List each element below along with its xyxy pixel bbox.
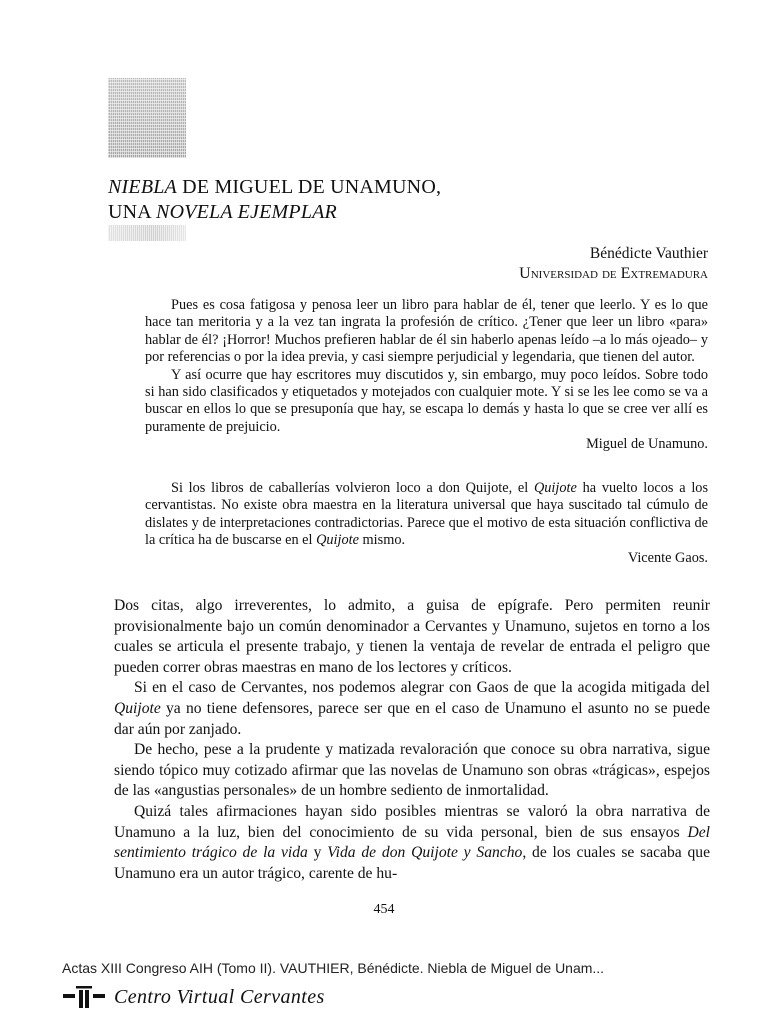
title-line-2 [108,200,668,225]
epigraph-2-text-c: mismo. [358,532,406,549]
body-p4-italic-vida: Vida de don Quijote y Sancho [327,844,523,862]
epigraph-1-paragraph-1: Pues es cosa fatigosa y penosa leer un libro para hablar de él, tener que leerlo. Y es lo que hace tan meritoria y a la vez tan ingrata la profesión de crítico. ¿Tener que leer un libro «para» hablar de él? ¡Horror! Muchos prefieren hablar de él sin haberlo apenas leído –a lo más ojeado– y por referencias o por la idea previa, y casi siempre perjudicial y legendaria, que tienen del autor. [145,297,708,366]
body-p2-text-b: ya no tiene defensores, parece ser que en el caso de Unamuno el asunto no se puede dar aún por zanjado. [114,699,710,738]
title-line-2-prefix: UNA [108,201,157,223]
cvc-logo-icon [62,985,106,1009]
title-line-1-rest: DE MIGUEL DE UNAMUNO, [176,176,442,198]
title-italic-niebla: NIEBLA [108,176,177,198]
epigraph-gaos [145,480,708,567]
title-italic-novela-ejemplar: NOVELA EJEMPLAR [156,201,337,223]
body-text [114,596,710,884]
footer-citation: Actas XIII Congreso AIH (Tomo II). VAUTHIER, Bénédicte. Niebla de Miguel de Unam... [62,960,605,976]
author-name: Bénédicte Vauthier [589,245,708,262]
author-block [519,244,708,284]
cvc-branding [62,984,325,1010]
decorative-halftone-strip [108,225,186,241]
epigraph-2-italic-quijote-2: Quijote [316,532,359,549]
epigraph-2-signature: Vicente Gaos. [627,549,708,566]
epigraph-2-italic-quijote-1: Quijote [533,480,577,496]
body-paragraph-3: De hecho, pese a la prudente y matizada revaloración que conoce su obra narrativa, sigue siendo tópico muy cotizado afirmar que las novelas de Unamuno son obras «trágicas», espejos de las «angustias personales» de un hombre sediento de inmortalidad. [114,741,710,800]
author-affiliation: Universidad de Extremadura [519,265,708,282]
body-p4-italic-sentimiento: Del sentimiento trágico de la vida [114,823,710,862]
epigraph-2-paragraph [145,480,708,550]
body-p2-italic-quijote: Quijote [114,699,161,717]
page-number: 454 [373,902,395,917]
epigraph-1-signature: Miguel de Unamuno. [586,436,708,453]
epigraph-unamuno [145,297,708,454]
epigraph-1-paragraph-2: Y así ocurre que hay escritores muy discutidos y, sin embargo, muy poco leídos. Sobre todo si han sido clasificados y etiquetados y motejados con cualquier mote. Y si se les lee como se va a buscar en ellos lo que se presuponía que hay, se escapa lo demás y hasta lo que se cree ver allí es puramente de prejuicio. [145,366,708,435]
title-line-1 [108,175,668,200]
body-paragraph-1: Dos citas, algo irreverentes, lo admito, a guisa de epígrafe. Pero permiten reunir provisionalmente bajo un común denominador a Cervantes y Unamuno, sujetos en torno a los cuales se articula el presente trabajo, y tienen la ventaja de revelar de entrada el peligro que pueden correr obras maestras en mano de los lectores y críticos. [114,597,710,676]
body-p4-text-a: Quizá tales afirmaciones hayan sido posibles mientras se valoró la obra narrativa de Unamuno a la luz, bien del conocimiento de su vida personal, bien de sus ensayos [114,802,710,841]
article-title [108,175,668,225]
cvc-name: Centro Virtual Cervantes [114,985,325,1008]
body-paragraph-2 [114,678,710,740]
body-p4-text-b: , de los cuales se sacaba que Unamuno era un autor trágico, carente de hu- [114,844,710,882]
body-p2-text-a: Si en el caso de Cervantes, nos podemos alegrar con Gaos de que la acogida mitigada del [134,679,710,697]
body-p4-text-mid: y [307,844,328,862]
epigraph-2-text-b: ha vuelto locos a los cervantistas. No existe obra maestra en la literatura universal que haya suscitado tal cúmulo de dislates y de interpretaciones contradictorias. Parece que el motivo de esta situación conflictiva de la crítica ha de buscarse en el [145,480,709,549]
epigraph-2-text-a: Si los libros de caballerías volvieron loco a don Quijote, el [171,480,534,496]
decorative-halftone-block [108,78,186,158]
body-paragraph-4 [114,802,710,884]
